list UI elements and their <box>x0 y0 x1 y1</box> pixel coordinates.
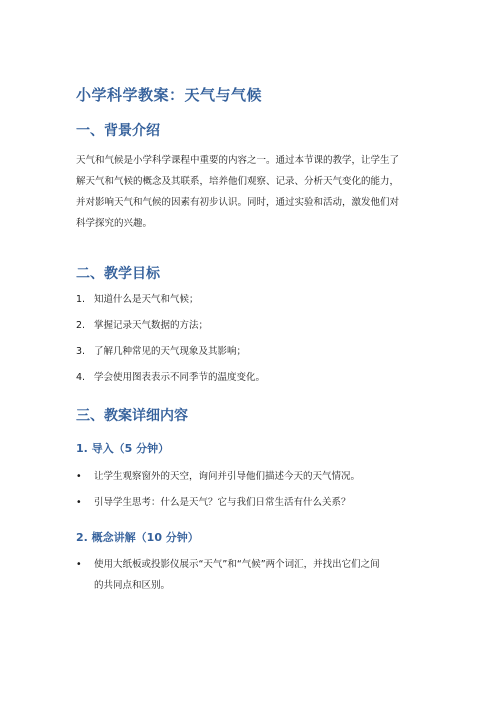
list-item <box>76 315 436 336</box>
list-marker: 2. <box>76 320 86 331</box>
list-item <box>76 341 436 362</box>
subsection-heading-concepts: 2. 概念讲解（10 分钟） <box>76 531 199 544</box>
bullet-marker: • <box>76 497 82 508</box>
list-item-text: 使用大纸板或投影仪展示“天气”和“气候”两个词汇，并找出它们之间 <box>94 559 380 570</box>
list-item <box>76 289 436 310</box>
paragraph-line: 解天气和气候的概念及其联系，培养他们观察、记录、分析天气变化的能力， <box>76 176 400 187</box>
paragraph-line: 天气和气候是小学科学课程中重要的内容之一。通过本节课的教学，让学生了 <box>76 155 400 166</box>
section-heading-background: 一、背景介绍 <box>76 123 160 139</box>
document-title: 小学科学教案：天气与气候 <box>76 86 263 104</box>
list-marker: 4. <box>76 372 86 383</box>
list-item <box>76 492 436 513</box>
list-item-text: 引导学生思考：什么是天气？它与我们日常生活有什么关系？ <box>94 497 351 508</box>
list-item-text: 掌握记录天气数据的方法； <box>94 320 209 331</box>
list-item-text: 了解几种常见的天气现象及其影响； <box>94 346 247 357</box>
subsection-heading-intro: 1. 导入（5 分钟） <box>76 442 170 455</box>
list-marker: 1. <box>76 294 86 305</box>
list-item-text: 知道什么是天气和气候； <box>94 294 199 305</box>
paragraph-line: 并对影响天气和气候的因素有初步认识。同时，通过实验和活动，激发他们对 <box>76 197 400 208</box>
list-item <box>76 554 436 596</box>
list-marker: 3. <box>76 346 86 357</box>
section-heading-goals: 二、教学目标 <box>76 266 160 282</box>
bullet-marker: • <box>76 471 82 482</box>
list-item-text-continuation: 的共同点和区别。 <box>94 580 171 591</box>
section-heading-details: 三、教案详细内容 <box>76 408 188 424</box>
list-item <box>76 367 436 388</box>
paragraph-line: 科学探究的兴趣。 <box>76 218 153 229</box>
list-item-text: 让学生观察窗外的天空，询问并引导他们描述今天的天气情况。 <box>94 471 361 482</box>
bullet-marker: • <box>76 559 82 570</box>
list-item <box>76 466 436 487</box>
list-item-text: 学会使用图表表示不同季节的温度变化。 <box>94 372 266 383</box>
background-paragraph <box>76 150 430 234</box>
